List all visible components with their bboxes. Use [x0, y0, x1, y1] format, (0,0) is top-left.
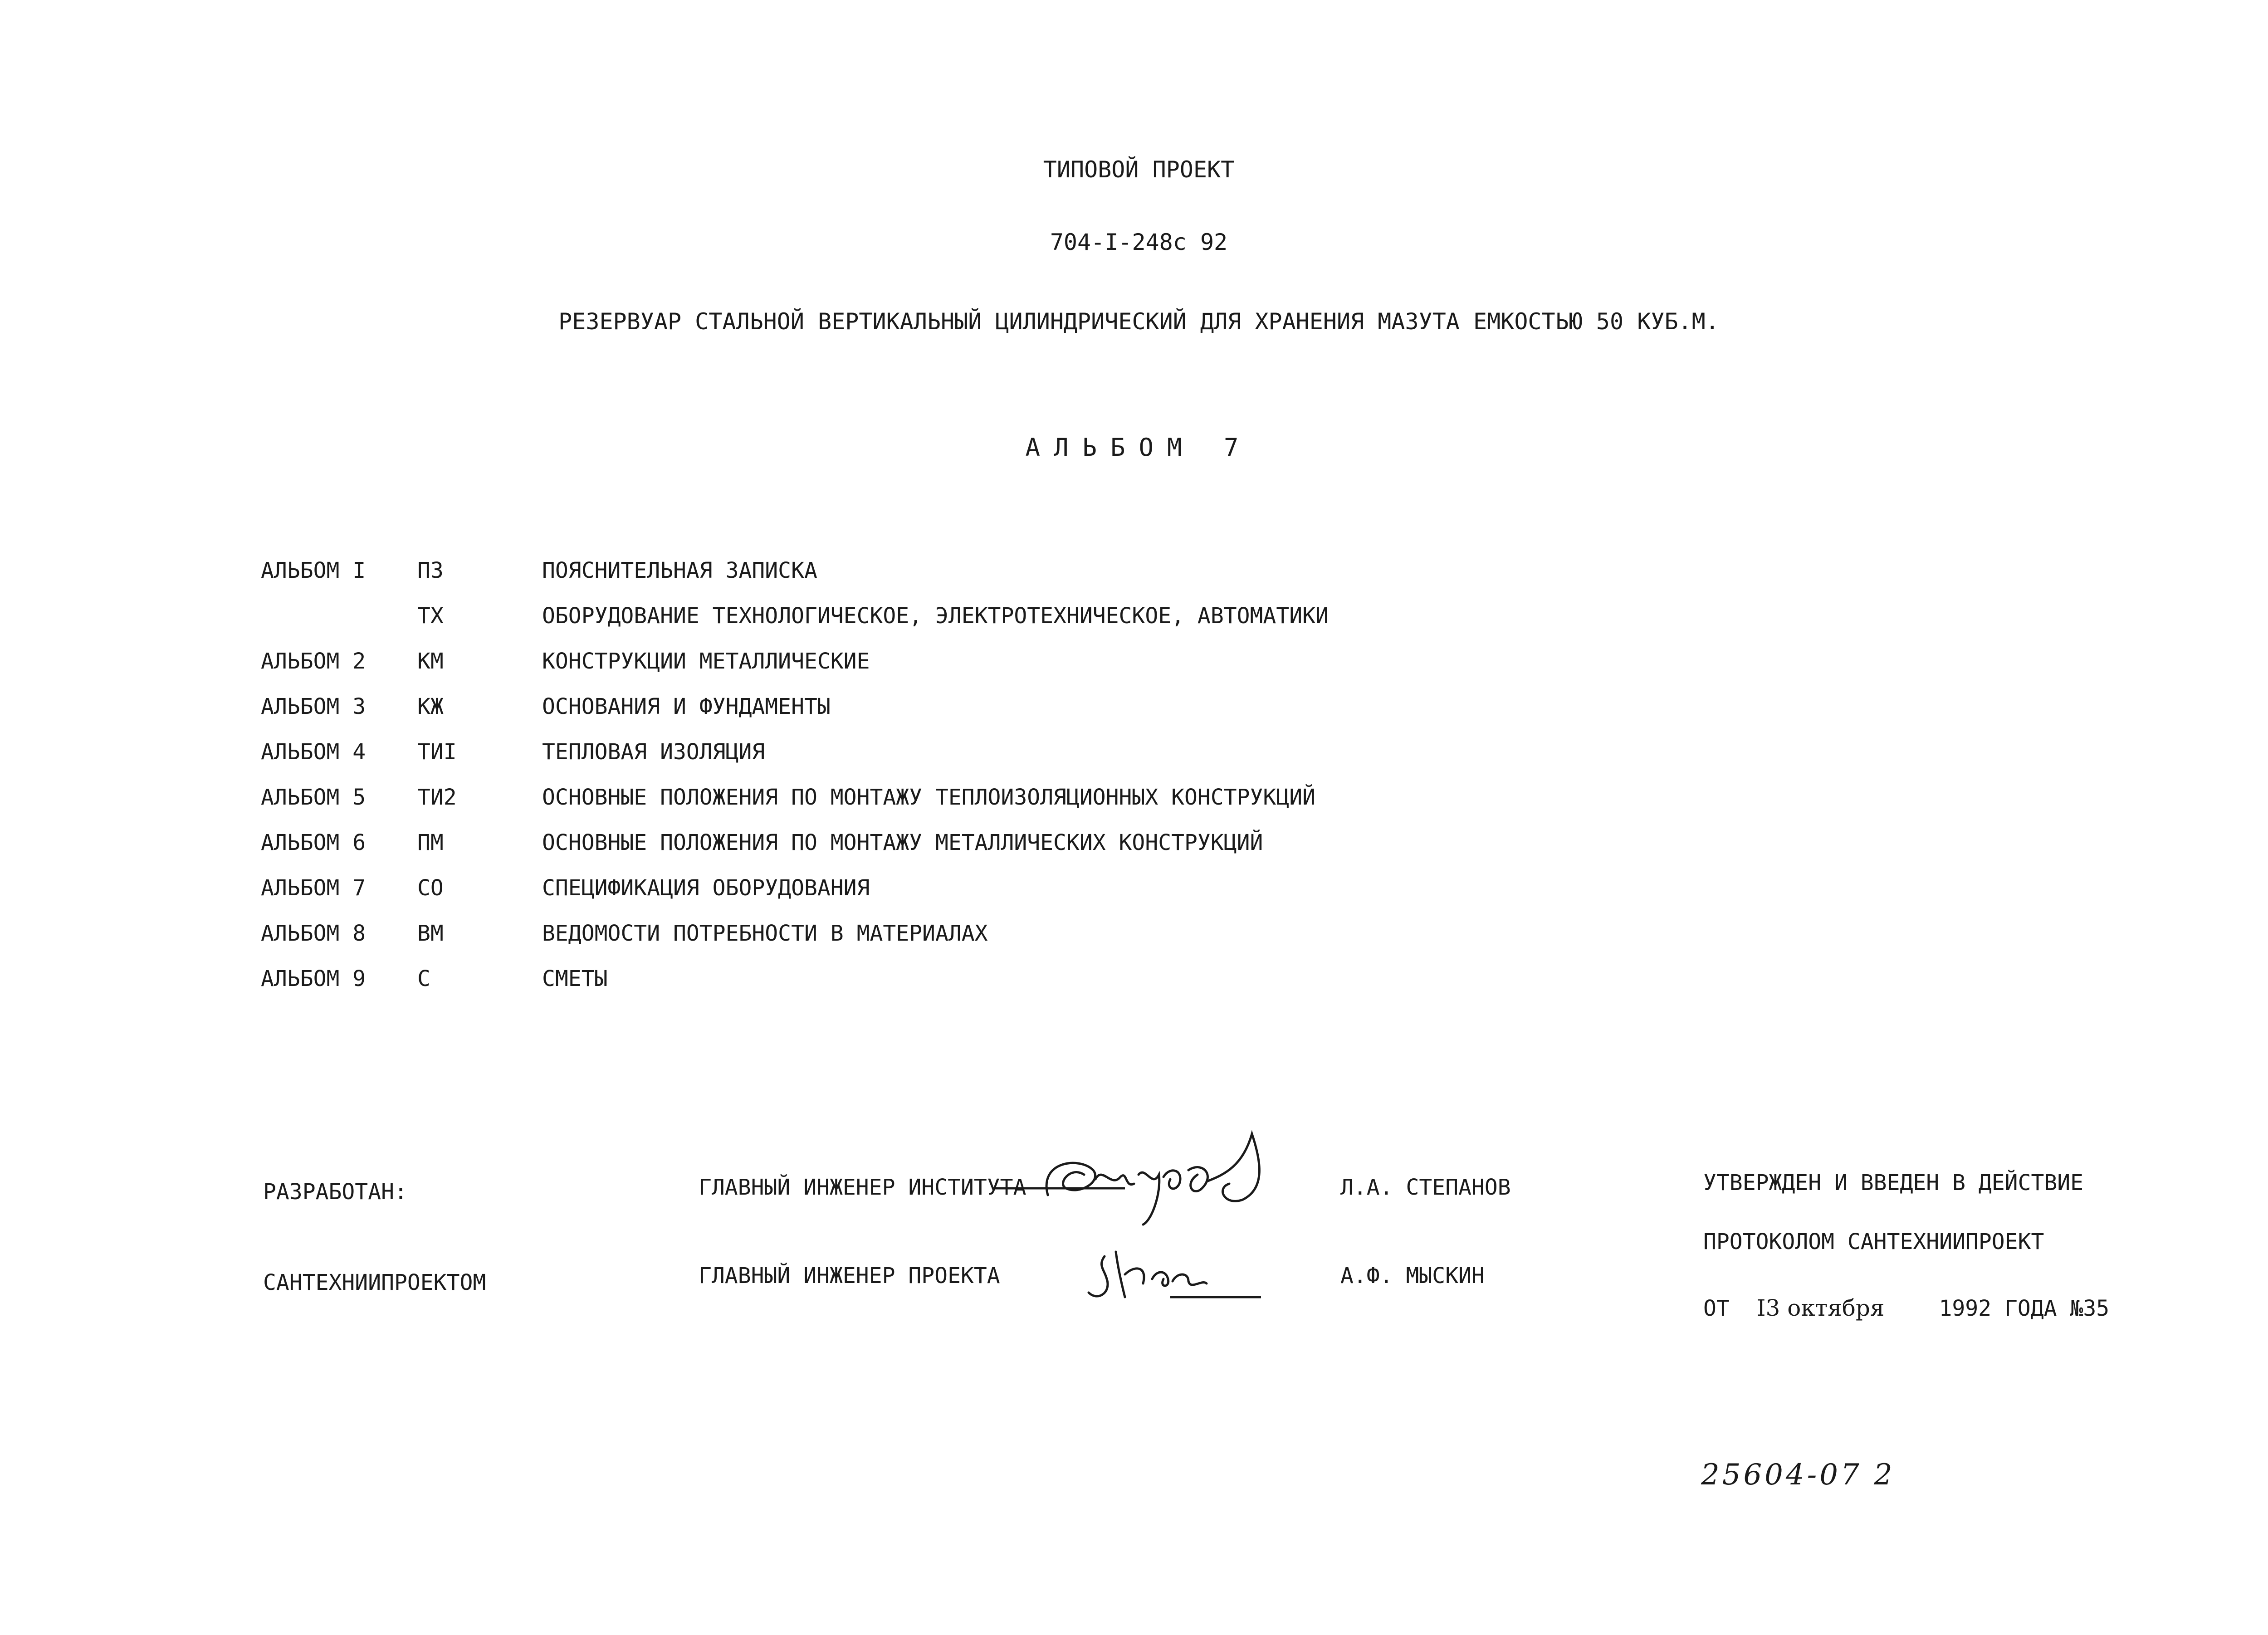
approval-prefix: ОТ: [1703, 1296, 1730, 1321]
album-title: ВЕДОМОСТИ ПОТРЕБНОСТИ В МАТЕРИАЛАХ: [542, 921, 988, 946]
chief-engineer-institute-role: ГЛАВНЫЙ ИНЖЕНЕР ИНСТИТУТА: [699, 1175, 1026, 1200]
album-code: ТХ: [417, 603, 444, 629]
album-title: ОСНОВНЫЕ ПОЛОЖЕНИЯ ПО МОНТАЖУ МЕТАЛЛИЧЕСКИХ КОНСТРУКЦИЙ: [542, 830, 1263, 855]
list-item: [261, 921, 1712, 966]
album-label: АЛЬБОМ 8: [261, 921, 366, 946]
approval-date: I3 октября: [1756, 1295, 1885, 1321]
list-item: [261, 875, 1712, 921]
album-title: ОСНОВНЫЕ ПОЛОЖЕНИЯ ПО МОНТАЖУ ТЕПЛОИЗОЛЯЦИОННЫХ КОНСТРУКЦИЙ: [542, 785, 1316, 810]
list-item: [261, 785, 1712, 830]
album-label: АЛЬБОМ 6: [261, 830, 366, 855]
album-label: АЛЬБОМ 3: [261, 694, 366, 719]
signature-2-icon: [1080, 1238, 1270, 1315]
album-label: АЛЬБОМ 9: [261, 966, 366, 991]
album-code: СО: [417, 875, 444, 901]
album-code: ТИI: [417, 739, 457, 765]
album-code: КЖ: [417, 694, 444, 719]
developer-organization: САНТЕХНИИПРОЕКТОМ: [263, 1270, 486, 1295]
album-title: ТЕПЛОВАЯ ИЗОЛЯЦИЯ: [542, 739, 765, 765]
approval-line-3: [1703, 1295, 2109, 1321]
list-item: [261, 966, 1712, 1011]
album-label: АЛЬБОМ 7: [261, 875, 366, 901]
list-item: [261, 603, 1712, 649]
album-heading: АЛЬБОМ 7: [1025, 433, 1252, 462]
project-number: 704-I-248с 92: [1050, 229, 1228, 255]
chief-engineer-institute-name: Л.А. СТЕПАНОВ: [1340, 1175, 1511, 1200]
chief-engineer-project-name: А.Ф. МЫСКИН: [1340, 1263, 1485, 1288]
project-name: РЕЗЕРВУАР СТАЛЬНОЙ ВЕРТИКАЛЬНЫЙ ЦИЛИНДРИЧЕСКИЙ ДЛЯ ХРАНЕНИЯ МАЗУТА ЕМКОСТЬЮ 50 КУБ.М.: [558, 308, 1719, 335]
document-number: 25604-07 2: [1701, 1458, 1895, 1492]
approval-year: 1992 ГОДА №35: [1939, 1296, 2110, 1321]
album-code: ТИ2: [417, 785, 457, 810]
list-item: [261, 649, 1712, 694]
approval-line-1: УТВЕРЖДЕН И ВВЕДЕН В ДЕЙСТВИЕ: [1703, 1170, 2084, 1196]
album-code: ПМ: [417, 830, 444, 855]
album-title: ОСНОВАНИЯ И ФУНДАМЕНТЫ: [542, 694, 831, 719]
album-label: АЛЬБОМ 5: [261, 785, 366, 810]
album-code: ПЗ: [417, 558, 444, 583]
album-code: КМ: [417, 649, 444, 674]
album-label: АЛЬБОМ 2: [261, 649, 366, 674]
album-code: С: [417, 966, 430, 991]
album-label: АЛЬБОМ I: [261, 558, 366, 583]
album-title: СПЕЦИФИКАЦИЯ ОБОРУДОВАНИЯ: [542, 875, 870, 901]
list-item: [261, 830, 1712, 875]
list-item: [261, 558, 1712, 603]
list-item: [261, 739, 1712, 785]
album-title: СМЕТЫ: [542, 966, 608, 991]
approval-line-2: ПРОТОКОЛОМ САНТЕХНИИПРОЕКТ: [1703, 1229, 2044, 1254]
developed-by-label: РАЗРАБОТАН:: [263, 1179, 407, 1205]
album-title: КОНСТРУКЦИИ МЕТАЛЛИЧЕСКИЕ: [542, 649, 870, 674]
project-type-title: ТИПОВОЙ ПРОЕКТ: [1043, 156, 1235, 183]
album-title: ПОЯСНИТЕЛЬНАЯ ЗАПИСКА: [542, 558, 817, 583]
signature-1-icon: [989, 1120, 1297, 1238]
list-item: [261, 694, 1712, 739]
album-label: АЛЬБОМ 4: [261, 739, 366, 765]
album-code: ВМ: [417, 921, 444, 946]
album-title: ОБОРУДОВАНИЕ ТЕХНОЛОГИЧЕСКОЕ, ЭЛЕКТРОТЕХНИЧЕСКОЕ, АВТОМАТИКИ: [542, 603, 1329, 629]
album-contents-list: [261, 558, 1712, 1011]
chief-engineer-project-role: ГЛАВНЫЙ ИНЖЕНЕР ПРОЕКТА: [699, 1263, 1000, 1288]
